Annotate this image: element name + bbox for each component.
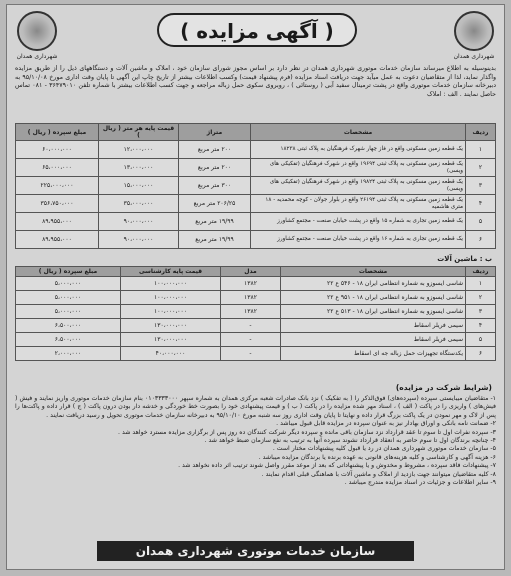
- conditions-title: (شرایط شرکت در مزایده): [395, 383, 492, 392]
- condition-item: ۸- کلیه متقاضیان میتوانند جهت بازدید از املاک و ماشین آلات با هماهنگی قبلی اقدام نمایند .: [261, 470, 496, 478]
- deposit-amount: ۶،۵۰۰،۰۰۰: [16, 333, 121, 347]
- advertisement-page: [6, 4, 505, 570]
- base-price: ۳۵،۰۰۰،۰۰۰: [99, 195, 179, 213]
- deposit-amount: ۸۹،۹۵۵،۰۰۰: [16, 213, 99, 231]
- base-price: ۱۰۰،۰۰۰،۰۰۰: [121, 291, 221, 305]
- table-row: [16, 213, 496, 231]
- table-row: [16, 319, 496, 333]
- base-price: ۱۳،۰۰۰،۰۰۰: [99, 159, 179, 177]
- row-number: ۵: [466, 333, 496, 347]
- model-year: -: [221, 333, 281, 347]
- area: ۲۰۰ متر مربع: [179, 159, 251, 177]
- property-description: یک قطعه زمین مسکونی واقع در فاز چهار شهرک فرهنگیان به پلاک ثبتی ۱۸۲۳۸: [251, 141, 466, 159]
- intro-paragraph: بدینوسیله به اطلاع میرساند سازمان خدمات موتوری شهرداری همدان در نظر دارد بر اساس مجوز شورای سازمان خود ، املاک و ماشین آلات و دستگاههای ذیل را از طریق مزایده واگذار نماید، لذا از متقاضیان دعوت به عمل میآید جهت دریافت اسناد مزایده (فرم پیشنهاد قیمت) وکسب اطلاعات بیشتر از تاریخ چاپ این آگهی تا پایان وقت اداری مورخ ۹۵/۱۰/۰۸ به دبیرخانه سازمان خدمات موتوری واقع در پشت ترمینال سفید آبی ( روستائی ) ، روبروی سکوی حمل زباله مراجعه و جهت کسب اطلاعات بیشتر با شماره تلفن ۳۶۴۷۹۰۱۰ - ۰۸۱ تماس حاصل نمایند .: [15, 65, 496, 98]
- column-header: ردیف: [466, 124, 496, 141]
- base-price: ۱۳۰،۰۰۰،۰۰۰: [121, 319, 221, 333]
- base-price: ۹۰،۰۰۰،۰۰۰: [99, 231, 179, 249]
- area: ۲۰۰ متر مربع: [179, 141, 251, 159]
- row-number: ۱: [466, 141, 496, 159]
- column-header: مشخصات: [281, 267, 466, 277]
- column-header: قیمت پایه کارشناسی: [121, 267, 221, 277]
- organization-logo-icon: [17, 11, 57, 51]
- logo-caption-right: شهرداری همدان: [453, 53, 495, 60]
- conditions-list: [15, 395, 496, 487]
- condition-item: ۲- ضمانت نامه بانکی و اوراق بهادار نیز به عنوان سپرده در مزایده قابل قبول میباشد .: [276, 420, 496, 428]
- base-price: ۱۰۰،۰۰۰،۰۰۰: [121, 277, 221, 291]
- table-header-row: [16, 124, 496, 141]
- column-header: مدل: [221, 267, 281, 277]
- intro-text: [15, 65, 496, 99]
- row-number: ۵: [466, 213, 496, 231]
- machine-description: یکدستگاه تجهیزات حمل زباله جه ای اسقاط: [281, 347, 466, 361]
- table-row: [16, 159, 496, 177]
- footer-banner: سازمان خدمات موتوری شهرداری همدان: [97, 541, 414, 561]
- area: ۲۰۶/۲۵ متر مربع: [179, 195, 251, 213]
- deposit-amount: ۸۹،۹۵۵،۰۰۰: [16, 231, 99, 249]
- table-row: [16, 195, 496, 213]
- machine-description: سیمی فریلر اسقاط: [281, 319, 466, 333]
- row-number: ۳: [466, 305, 496, 319]
- row-number: ۲: [466, 291, 496, 305]
- area: ۱۹/۹۹ متر مربع: [179, 231, 251, 249]
- model-year: ۱۳۸۲: [221, 305, 281, 319]
- row-number: ۴: [466, 319, 496, 333]
- row-number: ۳: [466, 177, 496, 195]
- property-description: یک قطعه زمین تجاری به شماره ۱۵ واقع در پشت خیابان صنعت - مجتمع کشاورز: [251, 213, 466, 231]
- column-header: مشخصات: [251, 124, 466, 141]
- row-number: ۶: [466, 231, 496, 249]
- model-year: ۱۳۸۲: [221, 277, 281, 291]
- condition-item: ۳- سپرده نفرات اول تا سوم تا عقد قرارداد نزد سازمان باقی مانده و سپرده دیگر شرکت کنندگان ده روز پس از برگزاری مزایده مسترد خواهد شد .: [118, 428, 496, 436]
- municipality-logo-icon: [454, 11, 494, 51]
- base-price: ۱۲،۰۰۰،۰۰۰: [99, 141, 179, 159]
- table-row: [16, 291, 496, 305]
- table-row: [16, 177, 496, 195]
- condition-item: ۵- سازمان خدمات موتوری شهرداری همدان در رد یا قبول کلیه پیشنهادات مختار است .: [272, 445, 496, 453]
- property-description: یک قطعه زمین مسکونی به پلاک ثبتی ۱۹۶۹۴ واقع در شهرک فرهنگیان (تفکیکی های ویسی): [251, 159, 466, 177]
- area: ۳۰۰ متر مربع: [179, 177, 251, 195]
- base-price: ۱۰۰،۰۰۰،۰۰۰: [121, 305, 221, 319]
- properties-table: [15, 123, 496, 249]
- deposit-amount: ۵،۰۰۰،۰۰۰: [16, 305, 121, 319]
- table-row: [16, 347, 496, 361]
- column-header: مبلغ سپرده ( ریال ): [16, 267, 121, 277]
- property-description: یک قطعه زمین مسکونی به پلاک ثبتی ۲۶۱۹۴ واقع در بلوار جولان - کوچه محمدیه - ۱۸ متری هاشمیه: [251, 195, 466, 213]
- column-header: قیمت پایه هر متر ( ریال ): [99, 124, 179, 141]
- model-year: ۱۳۸۲: [221, 291, 281, 305]
- model-year: -: [221, 319, 281, 333]
- machine-description: شاسی ایسوزو به شماره انتظامی ایران ۱۸ - ۵۱۳ ع ۲۲: [281, 305, 466, 319]
- row-number: ۶: [466, 347, 496, 361]
- intro-subheading: الف : املاک: [426, 90, 458, 98]
- area: ۱۹/۹۹ متر مربع: [179, 213, 251, 231]
- deposit-amount: ۲،۰۰۰،۰۰۰: [16, 347, 121, 361]
- base-price: ۴۰،۰۰۰،۰۰۰: [121, 347, 221, 361]
- base-price: ۱۵،۰۰۰،۰۰۰: [99, 177, 179, 195]
- table-row: [16, 231, 496, 249]
- column-header: متراژ: [179, 124, 251, 141]
- machinery-table: [15, 266, 496, 361]
- machine-description: سیمی فریلر اسقاط: [281, 333, 466, 347]
- condition-item: ۴- چنانچه برندگان اول تا سوم حاضر به انعقاد قرارداد نشوند سپرده آنها به ترتیب به نفع سازمان ضبط خواهد شد .: [204, 437, 496, 445]
- deposit-amount: ۳۵۶،۷۵۰،۰۰۰: [16, 195, 99, 213]
- deposit-amount: ۵،۰۰۰،۰۰۰: [16, 277, 121, 291]
- condition-item: ۱- متقاضیان میبایستی سپرده (سپرده‌های) فوق‌الذکر را ( به تفکیک ) نزد بانک صادرات شعبه مرکزی همدان به شماره سپهر ۰۱۰۳۳۳۳۰۰۰ بنام سازمان خدمات موتوری واریز نمایند و فیش ( فیش‌های ) واریزی را در پاکت ( الف ) ، اسناد مهر شده مزایده را در پاکت ( ب ) و قیمت پیشنهادی خود را بصورت خط خوردگی و خدشه دار بودن درون پاکت ( ج ) قرار داده و پاکت‌ها را پس از لاک و مهر نمودن در یک پاکت بزرگ قرار داده و نهایتا تا پایان وقت اداری روز سه شنبه مورخ ۹۵/۱۰/۱۰ به دبیرخانه سازمان خدمات موتوری تحویل و رسید دریافت نمایند .: [15, 395, 496, 419]
- table-row: [16, 333, 496, 347]
- table-row: [16, 305, 496, 319]
- condition-item: ۷- پیشنهادات فاقد سپرده ، مشروط و مخدوش و یا پیشنهاداتی که بعد از موعد مقرر واصل شوند ترتیب اثر داده نخواهد شد .: [178, 462, 496, 470]
- model-year: -: [221, 347, 281, 361]
- deposit-amount: ۶۰،۰۰۰،۰۰۰: [16, 141, 99, 159]
- deposit-amount: ۶۵،۰۰۰،۰۰۰: [16, 159, 99, 177]
- property-description: یک قطعه زمین مسکونی به پلاک ثبتی ۱۹۸۲۴ واقع در شهرک فرهنگیان (تفکیکی های ویسی): [251, 177, 466, 195]
- machine-description: شاسی ایسوزو به شماره انتظامی ایران ۱۸ - ۵۴۶ ع ۲۲: [281, 277, 466, 291]
- deposit-amount: ۶،۵۰۰،۰۰۰: [16, 319, 121, 333]
- header: [7, 5, 504, 63]
- deposit-amount: ۵،۰۰۰،۰۰۰: [16, 291, 121, 305]
- row-number: ۲: [466, 159, 496, 177]
- condition-item: ۹- سایر اطلاعات و جزئیات در اسناد مزایده مندرج میباشد .: [344, 479, 496, 487]
- page-title: ( آگهی مزایده ): [157, 13, 357, 47]
- condition-item: ۶- هزینه آگهی و کارشناسی و کلیه هزینه‌های قانونی به عهده برنده یا برندگان مزایده میباشد .: [258, 453, 496, 461]
- logo-caption-left: شهرداری همدان: [16, 53, 58, 60]
- base-price: ۹۰،۰۰۰،۰۰۰: [99, 213, 179, 231]
- deposit-amount: ۲۲۵،۰۰۰،۰۰۰: [16, 177, 99, 195]
- table-row: [16, 141, 496, 159]
- property-description: یک قطعه زمین تجاری به شماره ۱۶ واقع در پشت خیابان صنعت - مجتمع کشاورز: [251, 231, 466, 249]
- column-header: مبلغ سپرده ( ریال ): [16, 124, 99, 141]
- machine-description: شاسی ایسوزو به شماره انتظامی ایران ۱۸ - ۹۵۱ ع ۲۲: [281, 291, 466, 305]
- table-header-row: [16, 267, 496, 277]
- base-price: ۱۳۰،۰۰۰،۰۰۰: [121, 333, 221, 347]
- column-header: ردیف: [466, 267, 496, 277]
- machinery-section-title: ب : ماشین آلات: [437, 255, 492, 263]
- row-number: ۴: [466, 195, 496, 213]
- row-number: ۱: [466, 277, 496, 291]
- table-row: [16, 277, 496, 291]
